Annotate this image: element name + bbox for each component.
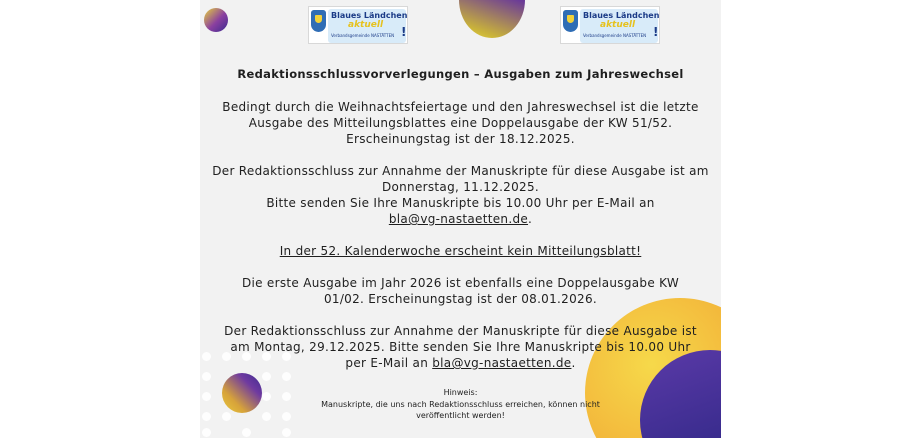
email-link[interactable]: bla@vg-nastaetten.de: [432, 356, 572, 370]
decor-circle-top: [459, 0, 525, 38]
logo-subtext: aktuell: [348, 20, 384, 30]
poster: [200, 0, 721, 438]
paragraph-deadline-2: Der Redaktionsschluss zur Annahme der Manuskripte für diese Ausgabe ist am Montag, 29.12.2025. Bitte senden Sie Ihre Manuskripte bis 10.00 Uhr per E-Mail an bla@vg-nastaetten.de.: [224, 324, 697, 370]
paragraph-deadline-1: Der Redaktionsschluss zur Annahme der Manuskripte für diese Ausgabe ist am Donnerstag, 11.12.2025. Bitte senden Sie Ihre Manuskripte bis 10.00 Uhr per E-Mail an bla@vg-nastaetten.de.: [212, 164, 709, 226]
logo-caption: Verbandsgemeinde NASTÄTTEN: [583, 33, 647, 38]
crest-icon: [311, 10, 326, 32]
notice-no-issue: In der 52. Kalenderwoche erscheint kein Mitteilungsblatt!: [279, 244, 642, 258]
logo-left: Blaues Ländchen aktuell Verbandsgemeinde NASTÄTTEN !: [308, 6, 408, 44]
announcement: [200, 66, 721, 422]
decor-circle-small: [204, 8, 228, 32]
paragraph-last-issue: Bedingt durch die Weihnachtsfeiertage und den Jahreswechsel ist die letzte Ausgabe des Mitteilungsblattes eine Doppelausgabe der KW 51/52. Erscheinungstag ist der 18.12.2025.: [222, 100, 699, 146]
crest-icon: [563, 10, 578, 32]
logo-text: Blaues Ländchen: [583, 11, 660, 20]
hint-note: Hinweis: Manuskripte, die uns nach Redaktionsschluss erreichen, können nicht veröffentlicht werden!: [321, 388, 600, 420]
email-link[interactable]: bla@vg-nastaetten.de: [388, 212, 529, 226]
logo-subtext: aktuell: [600, 20, 636, 30]
logo-caption: Verbandsgemeinde NASTÄTTEN: [331, 33, 395, 38]
paragraph-first-issue: Die erste Ausgabe im Jahr 2026 ist ebenfalls eine Doppelausgabe KW 01/02. Erscheinungstag ist der 08.01.2026.: [241, 276, 680, 306]
logo-text: Blaues Ländchen: [331, 11, 408, 20]
page-title: Redaktionsschlussvorverlegungen – Ausgaben zum Jahreswechsel: [237, 67, 684, 81]
logo-right: Blaues Ländchen aktuell Verbandsgemeinde NASTÄTTEN !: [560, 6, 660, 44]
